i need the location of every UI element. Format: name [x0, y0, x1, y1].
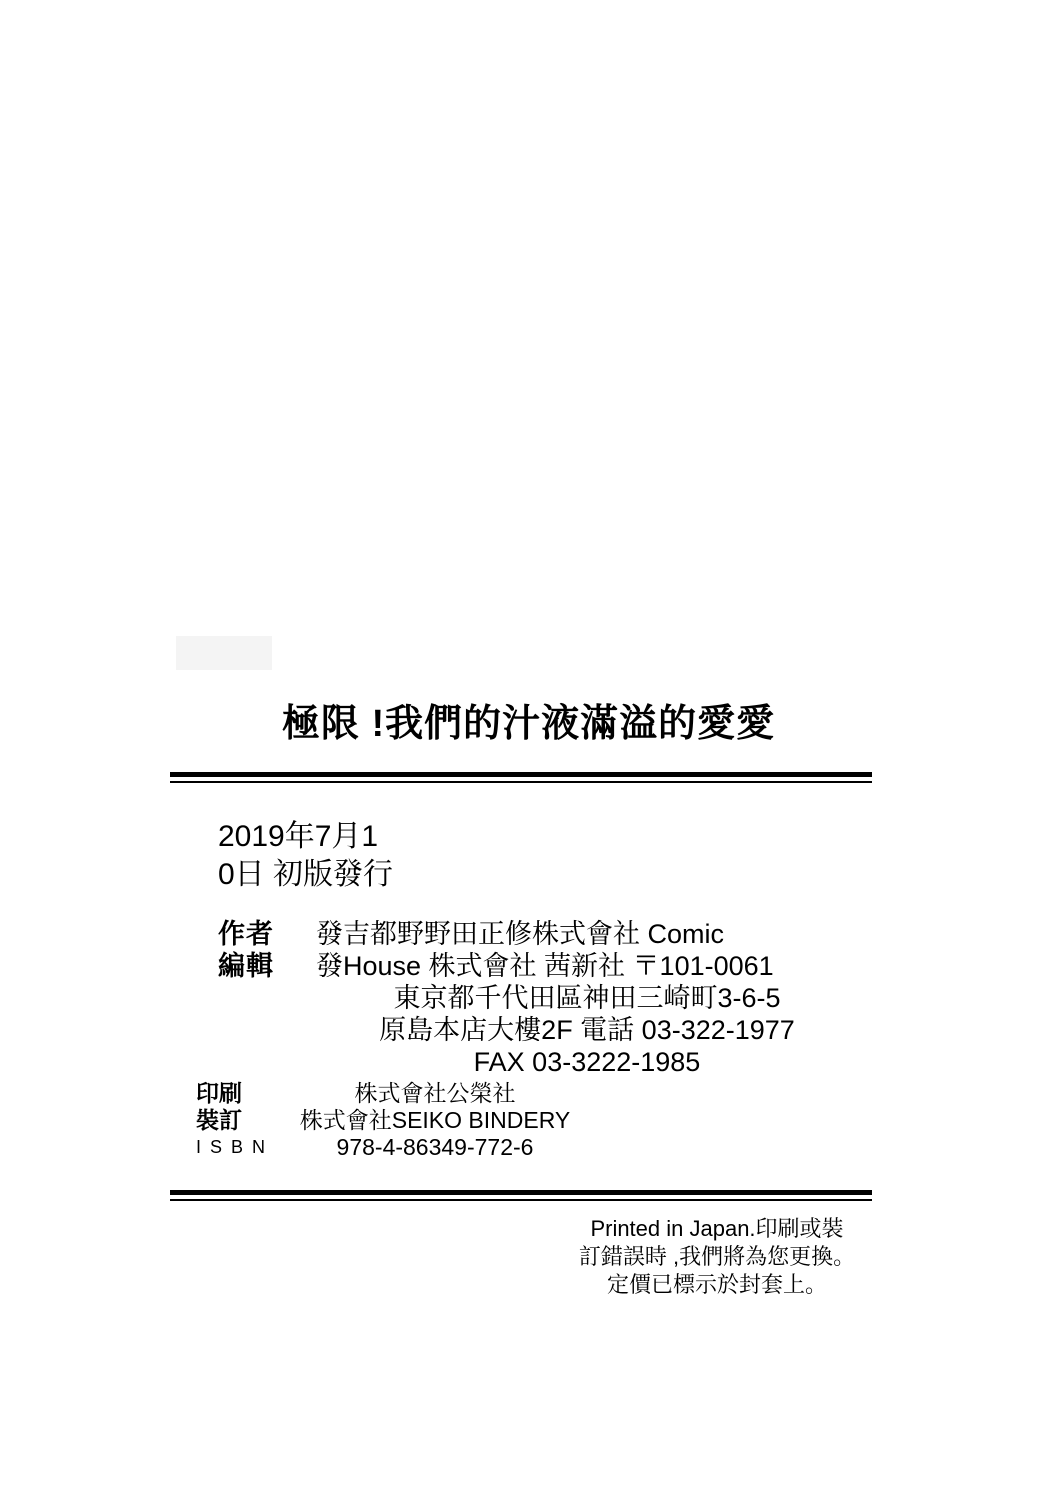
production-block	[196, 1080, 590, 1161]
credits-block	[218, 918, 858, 1078]
divider-thick-line	[170, 772, 872, 777]
divider-thin-line	[170, 781, 872, 783]
printing-company: 株式會社公榮社	[354, 1080, 516, 1106]
publisher-address	[316, 982, 858, 1078]
address-line-3: FAX 03-3222-1985	[473, 1047, 701, 1077]
production-values	[280, 1080, 590, 1161]
credit-label-author: 作者	[218, 919, 274, 949]
publication-date	[218, 818, 393, 894]
page-title: 極限 !我們的汁液滿溢的愛愛	[281, 703, 776, 745]
footer-line-2: 訂錯誤時 ,我們將為您更換。	[578, 1244, 856, 1269]
footer-line-3: 定價已標示於封套上。	[606, 1272, 827, 1297]
production-labels	[196, 1080, 268, 1161]
label-binding: 裝訂	[196, 1107, 242, 1133]
address-line-2: 原島本店大樓2F 電話 03-322-1977	[379, 1015, 795, 1045]
publication-date-line-1: 2019年7月1	[218, 820, 379, 853]
bindery-company: 株式會社SEIKO BINDERY	[299, 1107, 571, 1133]
credit-row-author	[218, 918, 858, 950]
address-line-1: 東京都千代田區神田三崎町3-6-5	[393, 983, 781, 1013]
footer-notice	[567, 1215, 867, 1299]
divider-bottom	[170, 1190, 872, 1201]
scan-artifact	[176, 636, 272, 670]
label-printing: 印刷	[196, 1080, 242, 1106]
divider-thick-line	[170, 1190, 872, 1195]
publication-date-line-2: 0日 初版發行	[218, 858, 394, 891]
divider-top	[170, 772, 872, 783]
credit-label-editor: 編輯	[218, 951, 274, 981]
label-isbn: I S B N	[196, 1137, 268, 1157]
credit-value-author: 發吉都野野田正修株式會社 Comic	[316, 919, 725, 949]
credit-row-editor	[218, 950, 858, 982]
footer-line-1: Printed in Japan.印刷或裝	[590, 1216, 844, 1241]
isbn-value: 978-4-86349-772-6	[336, 1134, 534, 1160]
divider-thin-line	[170, 1199, 872, 1201]
credit-value-editor: 發House 株式會社 茜新社 〒101-0061	[316, 951, 774, 981]
